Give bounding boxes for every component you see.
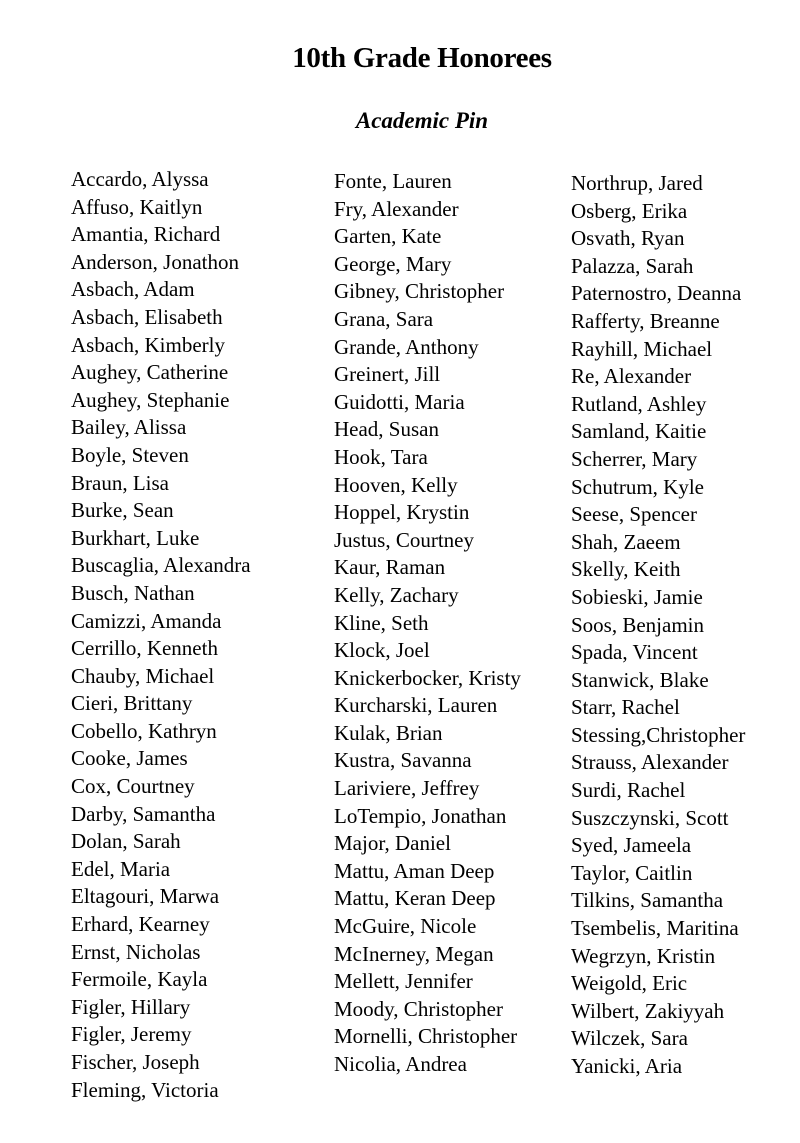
- honoree-name: Sobieski, Jamie: [571, 584, 703, 609]
- honoree-name: Cooke, James: [71, 746, 188, 771]
- honoree-name: Paternostro, Deanna: [571, 281, 742, 306]
- honoree-name: Kline, Seth: [334, 610, 429, 635]
- honoree-name: Boyle, Steven: [71, 442, 189, 467]
- honoree-column-1: [71, 166, 251, 1104]
- honoree-name: Braun, Lisa: [71, 470, 169, 495]
- honoree-name: Stessing,Christopher: [571, 722, 746, 747]
- honoree-name: Stanwick, Blake: [571, 667, 709, 692]
- honoree-name: Cerrillo, Kenneth: [71, 636, 218, 661]
- honoree-name: Wilbert, Zakiyyah: [571, 998, 725, 1023]
- honoree-name: Anderson, Jonathon: [71, 249, 239, 274]
- honoree-column-2: [334, 168, 521, 1079]
- honoree-name: Amantia, Richard: [71, 222, 221, 247]
- honoree-name: Affuso, Kaitlyn: [71, 194, 203, 219]
- honoree-name: Edel, Maria: [71, 856, 171, 881]
- honoree-name: Mornelli, Christopher: [334, 1024, 518, 1049]
- honoree-name: Wegrzyn, Kristin: [571, 943, 716, 968]
- honoree-name: Figler, Hillary: [71, 994, 191, 1019]
- honoree-name: Figler, Jeremy: [71, 1022, 192, 1047]
- honoree-name: Major, Daniel: [334, 831, 451, 856]
- honoree-name: Burkhart, Luke: [71, 525, 200, 550]
- honoree-name: LoTempio, Jonathan: [334, 803, 507, 828]
- honoree-name: Tsembelis, Maritina: [571, 916, 739, 941]
- honoree-name: Osberg, Erika: [571, 198, 688, 223]
- honoree-name: Busch, Nathan: [71, 580, 195, 605]
- honoree-name: Mattu, Keran Deep: [334, 886, 496, 911]
- honoree-name: Soos, Benjamin: [571, 612, 705, 637]
- honoree-name: Aughey, Catherine: [71, 360, 229, 385]
- honoree-name: Kelly, Zachary: [334, 582, 459, 607]
- honoree-name: Re, Alexander: [571, 364, 692, 389]
- honoree-name: Taylor, Caitlin: [571, 860, 693, 885]
- honoree-name: Asbach, Elisabeth: [71, 304, 223, 329]
- honoree-name: Hooven, Kelly: [334, 472, 458, 497]
- honoree-name: Aughey, Stephanie: [71, 387, 230, 412]
- honoree-name: Guidotti, Maria: [334, 389, 465, 414]
- honoree-name: Gibney, Christopher: [334, 279, 505, 304]
- honoree-name: Samland, Kaitie: [571, 419, 707, 444]
- honoree-name: Mattu, Aman Deep: [334, 858, 495, 883]
- honoree-name: Cobello, Kathryn: [71, 718, 217, 743]
- honoree-name: Schutrum, Kyle: [571, 474, 704, 499]
- honoree-name: Knickerbocker, Kristy: [334, 665, 521, 690]
- honoree-name: Ernst, Nicholas: [71, 939, 201, 964]
- honoree-name: Spada, Vincent: [571, 640, 698, 665]
- honoree-name: Shah, Zaeem: [571, 529, 681, 554]
- honoree-name: Kurcharski, Lauren: [334, 693, 498, 718]
- award-subtitle: Academic Pin: [355, 108, 489, 133]
- honoree-name: Garten, Kate: [334, 224, 442, 249]
- honoree-name: Suszczynski, Scott: [571, 805, 729, 830]
- honoree-name: Osvath, Ryan: [571, 226, 685, 251]
- honoree-column-3: [571, 170, 745, 1081]
- honoree-name: Starr, Rachel: [571, 695, 680, 720]
- honoree-name: Surdi, Rachel: [571, 778, 686, 803]
- honoree-name: Palazza, Sarah: [571, 253, 694, 278]
- honoree-name: Kustra, Savanna: [334, 748, 472, 773]
- honoree-name: Justus, Courtney: [334, 527, 475, 552]
- honoree-name: Klock, Joel: [334, 638, 430, 663]
- honoree-name: Lariviere, Jeffrey: [334, 776, 480, 801]
- honoree-name: Tilkins, Samantha: [571, 888, 724, 913]
- honoree-name: Hook, Tara: [334, 444, 428, 469]
- honoree-name: Head, Susan: [334, 417, 439, 442]
- honoree-name: Skelly, Keith: [571, 557, 681, 582]
- honoree-name: Greinert, Jill: [334, 362, 441, 387]
- honoree-name: Bailey, Alissa: [71, 415, 187, 440]
- honoree-name: Kaur, Raman: [334, 555, 446, 580]
- honoree-name: Yanicki, Aria: [571, 1054, 683, 1078]
- honoree-name: McInerney, Megan: [334, 941, 494, 966]
- honoree-name: Rayhill, Michael: [571, 336, 713, 361]
- honoree-name: Grande, Anthony: [334, 334, 479, 359]
- honoree-name: McGuire, Nicole: [334, 914, 477, 939]
- honoree-name: Buscaglia, Alexandra: [71, 553, 251, 578]
- honoree-name: Rutland, Ashley: [571, 391, 707, 416]
- honoree-name: Moody, Christopher: [334, 996, 503, 1021]
- honoree-name: Fleming, Victoria: [71, 1077, 219, 1102]
- honoree-name: Mellett, Jennifer: [334, 969, 473, 994]
- honoree-name: Rafferty, Breanne: [571, 308, 720, 333]
- honoree-name: Wilczek, Sara: [571, 1026, 688, 1051]
- honoree-name: Fermoile, Kayla: [71, 967, 208, 992]
- honoree-name: Strauss, Alexander: [571, 750, 729, 775]
- honoree-name: Asbach, Adam: [71, 277, 195, 302]
- honoree-name: Eltagouri, Marwa: [71, 884, 220, 909]
- honoree-name: Chauby, Michael: [71, 663, 215, 688]
- honoree-name: Dolan, Sarah: [71, 829, 181, 854]
- honoree-name: George, Mary: [334, 251, 452, 276]
- honoree-name: Syed, Jameela: [571, 833, 692, 858]
- honoree-name: Seese, Spencer: [571, 502, 697, 527]
- honoree-name: Scherrer, Mary: [571, 446, 698, 471]
- page-title: 10th Grade Honorees: [292, 42, 552, 74]
- honoree-name: Kulak, Brian: [334, 720, 443, 745]
- honoree-name: Accardo, Alyssa: [71, 167, 209, 191]
- honoree-name: Cox, Courtney: [71, 774, 195, 799]
- honoree-name: Asbach, Kimberly: [71, 332, 225, 357]
- honoree-name: Fischer, Joseph: [71, 1050, 200, 1074]
- honoree-name: Grana, Sara: [334, 306, 434, 331]
- honoree-name: Fonte, Lauren: [334, 169, 452, 193]
- honoree-name: Nicolia, Andrea: [334, 1052, 467, 1076]
- honoree-name: Burke, Sean: [71, 498, 174, 523]
- honoree-name: Erhard, Kearney: [71, 912, 210, 937]
- honoree-name: Darby, Samantha: [71, 801, 216, 826]
- honoree-name: Camizzi, Amanda: [71, 608, 222, 633]
- honoree-name: Cieri, Brittany: [71, 691, 193, 716]
- honoree-name: Hoppel, Krystin: [334, 500, 470, 525]
- honoree-name: Northrup, Jared: [571, 171, 703, 195]
- honoree-name: Fry, Alexander: [334, 196, 459, 221]
- honoree-name: Weigold, Eric: [571, 971, 688, 996]
